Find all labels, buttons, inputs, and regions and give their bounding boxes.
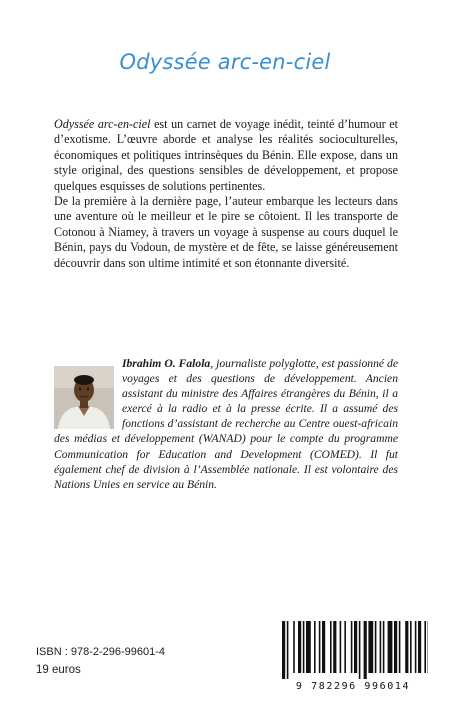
- synopsis-paragraph-2: De la première à la dernière page, l’auteur embarque les lecteurs dans une aventure où le meilleur et le pire se côtoient. Il les transporte de Cotonou à Niamey, à travers un voyage à suspense au cours duquel le Bénin, pays du Vodoun, de mystère et de fête, se laisse généreusement découvrir dans son ultime intimité et son étonnante diversité.: [54, 194, 398, 270]
- barcode-bar: [351, 621, 353, 673]
- barcode-bar: [314, 621, 316, 673]
- synopsis-paragraph-1-text: est un carnet de voyage inédit, teinté d’humour et d’exotisme. L’œuvre aborde et analyse les réalités socioculturelles, économiques et politiques intrinsèques du Bénin. Elle expose, dans un style original, des questions sensibles de développement, et propose quelques esquisses de solutions pertinentes.: [54, 117, 398, 193]
- barcode-bar: [399, 621, 401, 673]
- barcode-bar: [383, 621, 385, 673]
- barcode-bars: [278, 621, 428, 679]
- barcode-bar: [394, 621, 397, 673]
- barcode-bar: [282, 621, 285, 679]
- barcode-bar: [303, 621, 305, 673]
- barcode-bar: [340, 621, 342, 673]
- author-photo: [54, 366, 114, 429]
- barcode-bar: [364, 621, 367, 679]
- barcode-bar: [293, 621, 295, 673]
- barcode-bar: [354, 621, 357, 673]
- barcode-bar: [322, 621, 325, 673]
- barcode-bar: [306, 621, 311, 673]
- synopsis-title-italic: Odyssée arc-en-ciel: [54, 117, 151, 131]
- barcode-bar: [388, 621, 393, 673]
- isbn: ISBN : 978-2-296-99601-4: [36, 646, 166, 658]
- author-name: Ibrahim O. Falola: [122, 357, 211, 370]
- barcode-bar: [330, 621, 332, 673]
- barcode-bar: [410, 621, 412, 673]
- barcode-bar: [333, 621, 336, 673]
- barcode-bar: [424, 621, 426, 673]
- barcode-bar: [287, 621, 289, 679]
- barcode-bar: [418, 621, 421, 673]
- barcode-bar: [415, 621, 417, 673]
- barcode-digits: 9 782296 996014: [295, 681, 411, 692]
- barcode-bar: [298, 621, 301, 673]
- author-bio: [54, 356, 398, 492]
- synopsis: [54, 117, 398, 271]
- barcode-bar: [375, 621, 377, 673]
- barcode-bar: [380, 621, 382, 673]
- barcode-bar: [359, 621, 361, 679]
- author-bio-text: , journaliste polyglotte, est passionné de voyages et des questions de développement. Ancien assistant du ministre des Affaires étrangères du Bénin, il a exercé à la radio et à la presse écrite. Il a assumé des fonctions d’assistant de recherche au Centre ouest-africain des médias et développement (WANAD) pour le compte du programme Communication for Education and Development (COMED). Il fut également chef de division à l’Assemblée nationale. Il est volontaire des Nations Unies en service au Bénin.: [54, 357, 398, 491]
- synopsis-paragraph-1: [54, 117, 398, 194]
- barcode-bar: [319, 621, 321, 673]
- barcode-bar: [344, 621, 346, 673]
- book-title: Odyssée arc-en-ciel: [119, 50, 331, 74]
- barcode: [268, 621, 438, 701]
- barcode-bar: [405, 621, 408, 673]
- price: 19 euros: [36, 664, 81, 676]
- barcode-bar: [368, 621, 373, 673]
